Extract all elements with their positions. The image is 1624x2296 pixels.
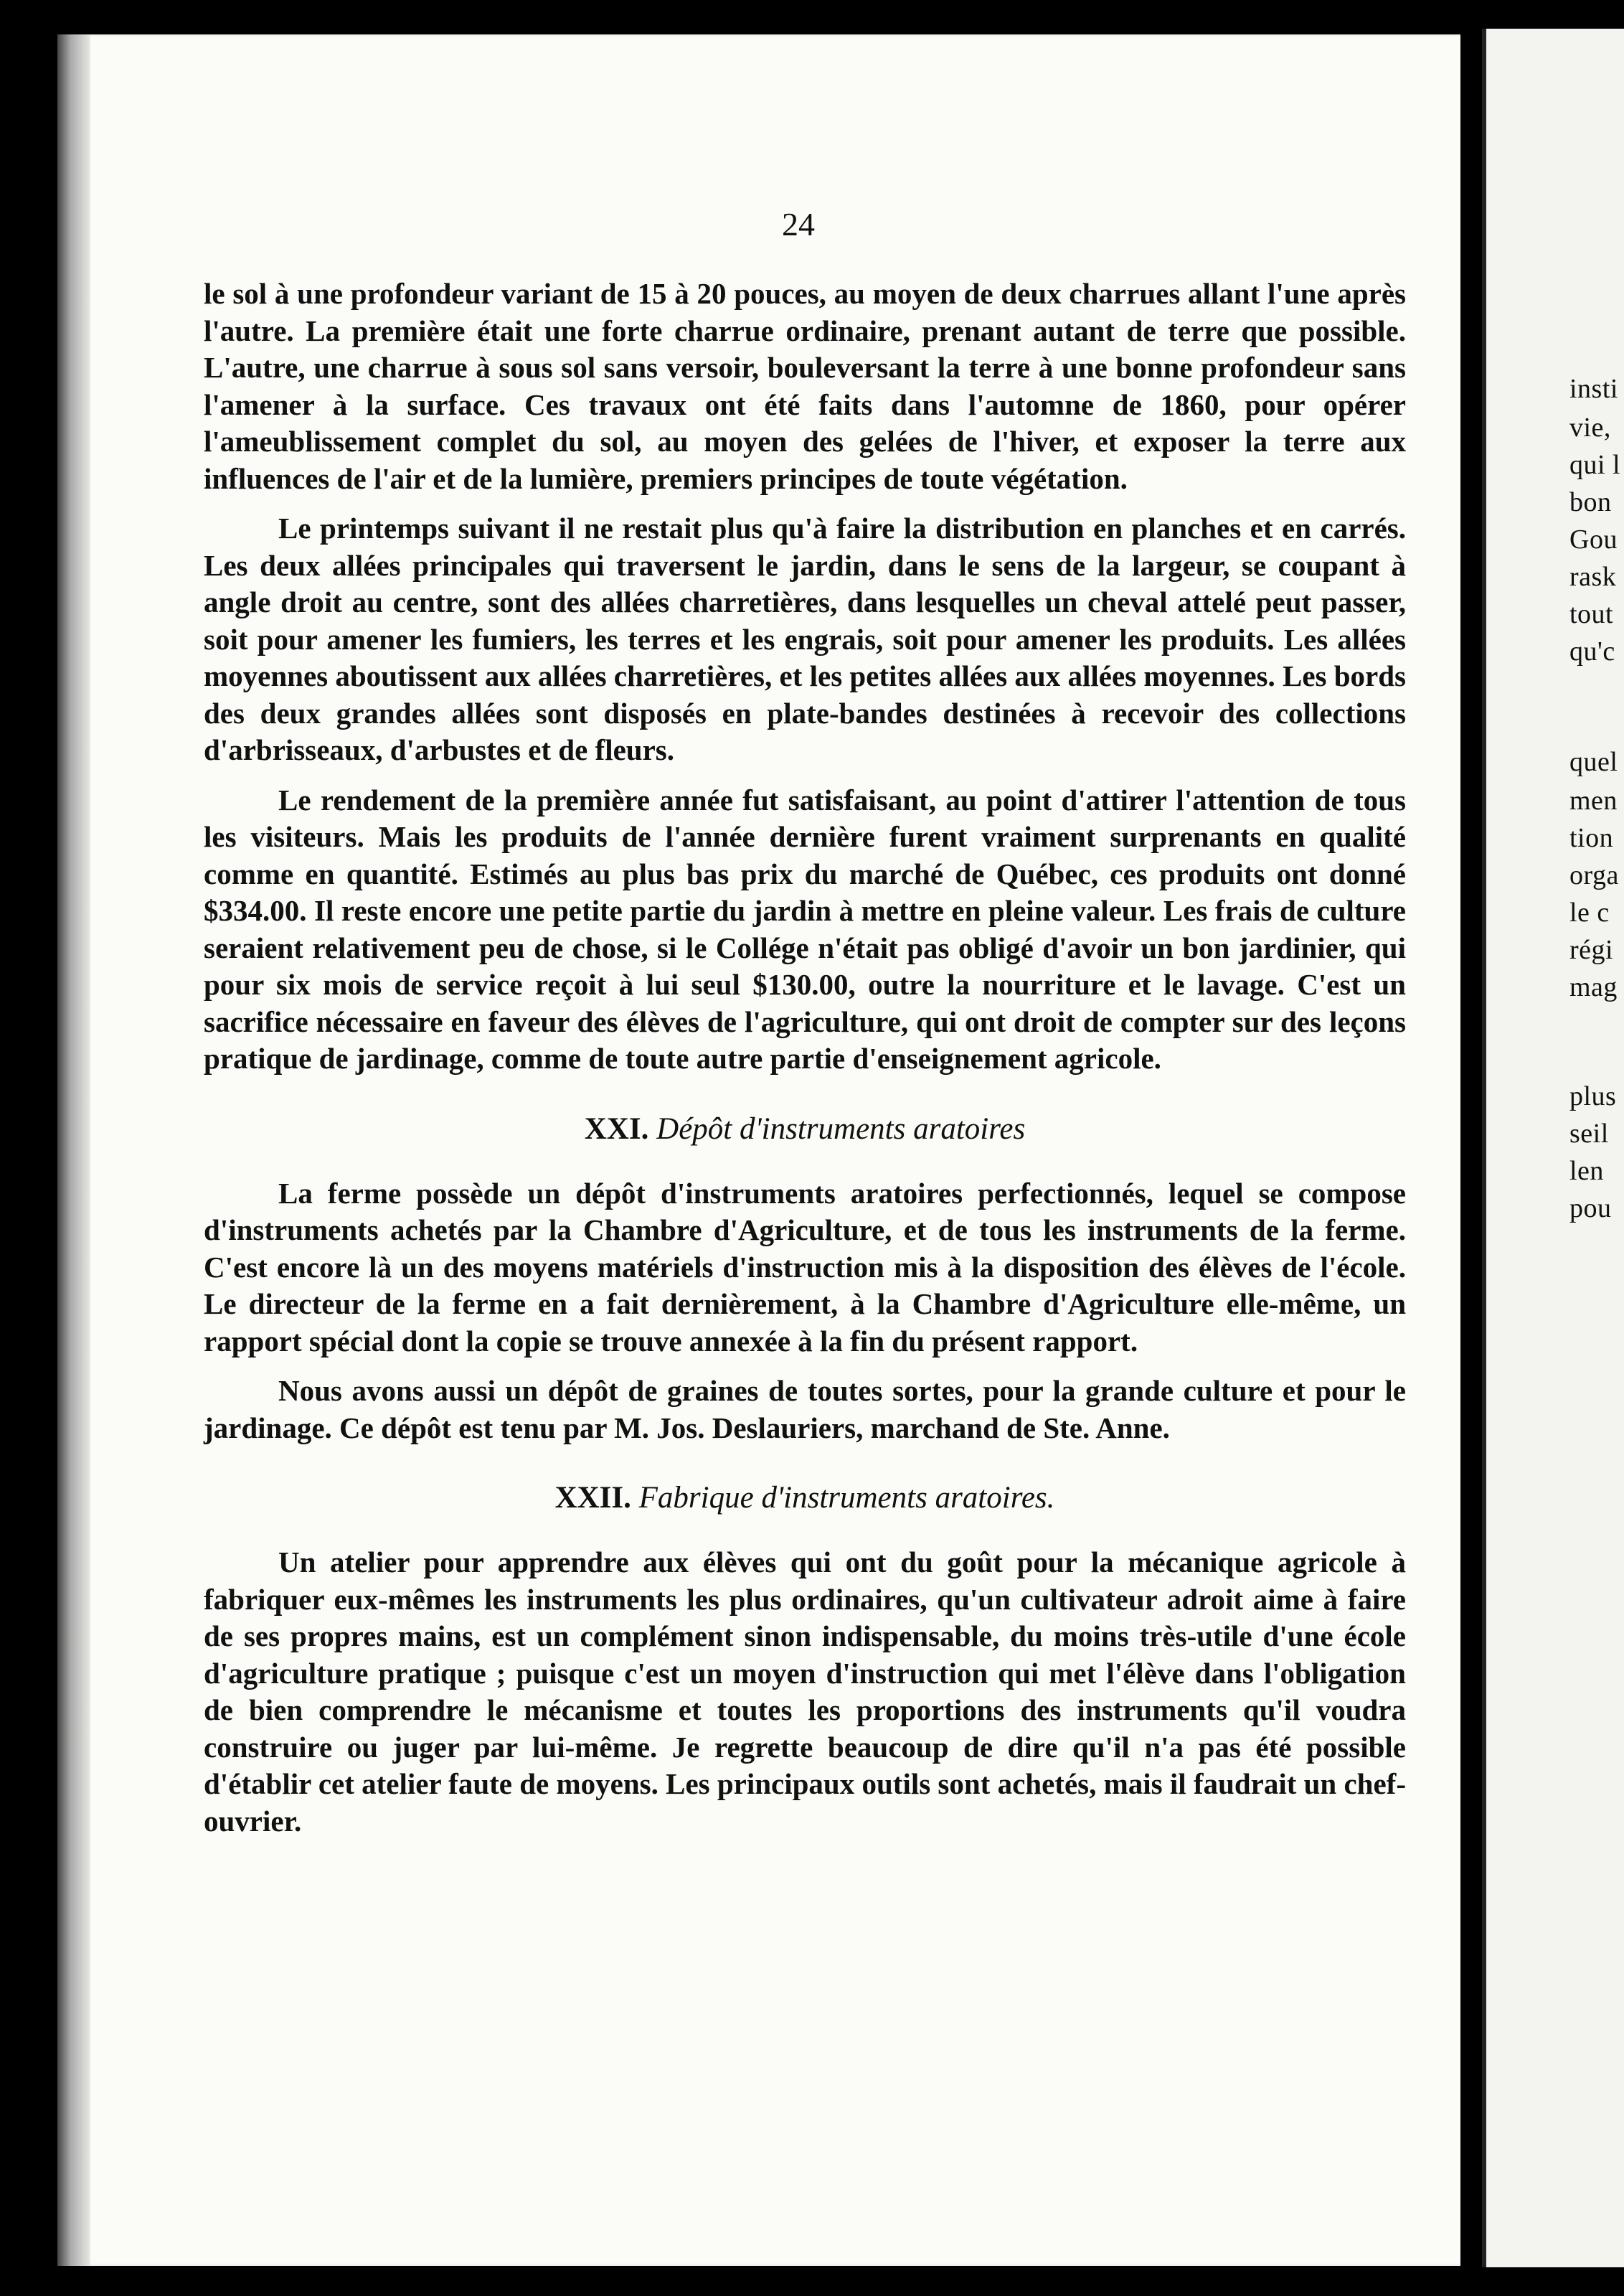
adjacent-text-fragment: quel [1569,747,1618,777]
adjacent-text-fragment: tion [1569,823,1614,853]
adjacent-text-fragment: orga [1569,860,1619,890]
section-numeral: XXII. [554,1481,631,1515]
body-paragraph: Un atelier pour apprendre aux élèves qui ont du goût pour la mécanique agricole à fabriquer eux-mêmes les instruments les plus ordinaires, qu'un cultivateur adroit aime à faire de ses propres mains, est un complément sinon indispensable, du moins très-utile d'une école d'agriculture pratique ; puisque c'est un moyen d'instruction qui met l'élève dans l'obligation de bien comprendre le mécanisme et toutes les proportions des instruments qu'il voudra construire ou juger par lui-même. Je regrette beaucoup de dire qu'il n'a pas été possible d'établir cet atelier faute de moyens. Les principaux outils sont achetés, mais il faudrait un chef-ouvrier. [204,1545,1406,1838]
adjacent-text-fragment: seil [1569,1119,1609,1149]
section-numeral: XXI. [584,1111,649,1146]
adjacent-text-fragment: qu'c [1569,636,1615,667]
adjacent-text-fragment: mag [1569,972,1618,1002]
adjacent-text-fragment: vie, [1569,413,1611,443]
body-paragraph: Le rendement de la première année fut satisfaisant, au point d'attirer l'attention de tous les visiteurs. Mais les produits de l'année dernière furent vraiment surprenants en qualité comme en quantité. Estimés au plus bas prix du marché de Québec, ces produits ont donné $334.00. Il reste encore une petite partie du jardin à mettre en pleine valeur. Les frais de culture seraient relativement peu de chose, si le Collége n'était pas obligé d'avoir un bon jardinier, qui pour six mois de service reçoit à lui seul $130.00, outre la nourriture et le lavage. C'est un sacrifice nécessaire en faveur des élèves de l'agriculture, qui ont droit de compter sur des leçons pratique de jardinage, comme de toute autre partie d'enseignement agricole. [204,783,1406,1075]
adjacent-text-fragment: bon [1569,487,1612,517]
adjacent-text-fragment: men [1569,786,1618,816]
adjacent-page-edge [1482,29,1486,2267]
adjacent-text-fragment: Gou [1569,524,1618,555]
section-title: Dépôt d'instruments aratoires [656,1111,1026,1146]
section-heading-xxi [204,1111,1406,1148]
adjacent-text-fragment: régi [1569,935,1614,965]
adjacent-text-fragment: rask [1569,562,1617,592]
body-paragraph: La ferme possède un dépôt d'instruments aratoires perfectionnés, lequel se compose d'instruments achetés par la Chambre d'Agriculture, et de tous les instruments de la ferme. C'est encore là un des moyens matériels d'instruction mis à la disposition des élèves de l'école. Le directeur de la ferme en a fait dernièrement, à la Chambre d'Agriculture elle-même, un rapport spécial dont la copie se trouve annexée à la fin du présent rapport. [204,1176,1406,1358]
page-binding-shadow [57,34,90,2266]
adjacent-text-fragment: insti [1569,374,1618,404]
adjacent-text-fragment: plus [1569,1081,1617,1111]
page-body [204,276,1406,1840]
body-paragraph: Nous avons aussi un dépôt de graines de toutes sortes, pour la grande culture et pour le jardinage. Ce dépôt est tenu par M. Jos. Deslauriers, marchand de Ste. Anne. [204,1374,1406,1444]
body-paragraph: le sol à une profondeur variant de 15 à 20 pouces, au moyen de deux charrues allant l'une après l'autre. La première était une forte charrue ordinaire, prenant autant de terre que possible. L'autre, une charrue à sous sol sans versoir, bouleversant la terre à une bonne profondeur sans l'amener à la surface. Ces travaux ont été faits dans l'automne de 1860, pour opérer l'ameublissement complet du sol, au moyen des gelées de l'hiver, et exposer la terre aux influences de l'air et de la lumière, premiers principes de toute végétation. [204,277,1406,495]
adjacent-text-fragment: le c [1569,898,1610,928]
section-heading-xxii [204,1479,1406,1517]
section-title: Fabrique d'instruments aratoires. [638,1481,1055,1515]
adjacent-text-fragment: pou [1569,1193,1612,1223]
body-paragraph: Le printemps suivant il ne restait plus qu'à faire la distribution en planches et en carrés. Les deux allées principales qui traversent le jardin, dans le sens de la largeur, se coupant à angle droit au centre, sont des allées charretières, dans lesquelles un cheval attelé peut passer, soit pour amener les fumiers, les terres et les engrais, soit pour amener les produits. Les allées moyennes aboutissent aux allées charretières, et les petites allées aux allées moyennes. Les bords des deux grandes allées sont disposés en plate-bandes destinées à recevoir des collections d'arbrisseaux, d'arbustes et de fleurs. [204,512,1406,766]
adjacent-text-fragment: qui l [1569,450,1621,480]
page-number: 24 [782,206,815,243]
adjacent-text-fragment: len [1569,1156,1604,1186]
adjacent-text-fragment: tout [1569,599,1614,629]
